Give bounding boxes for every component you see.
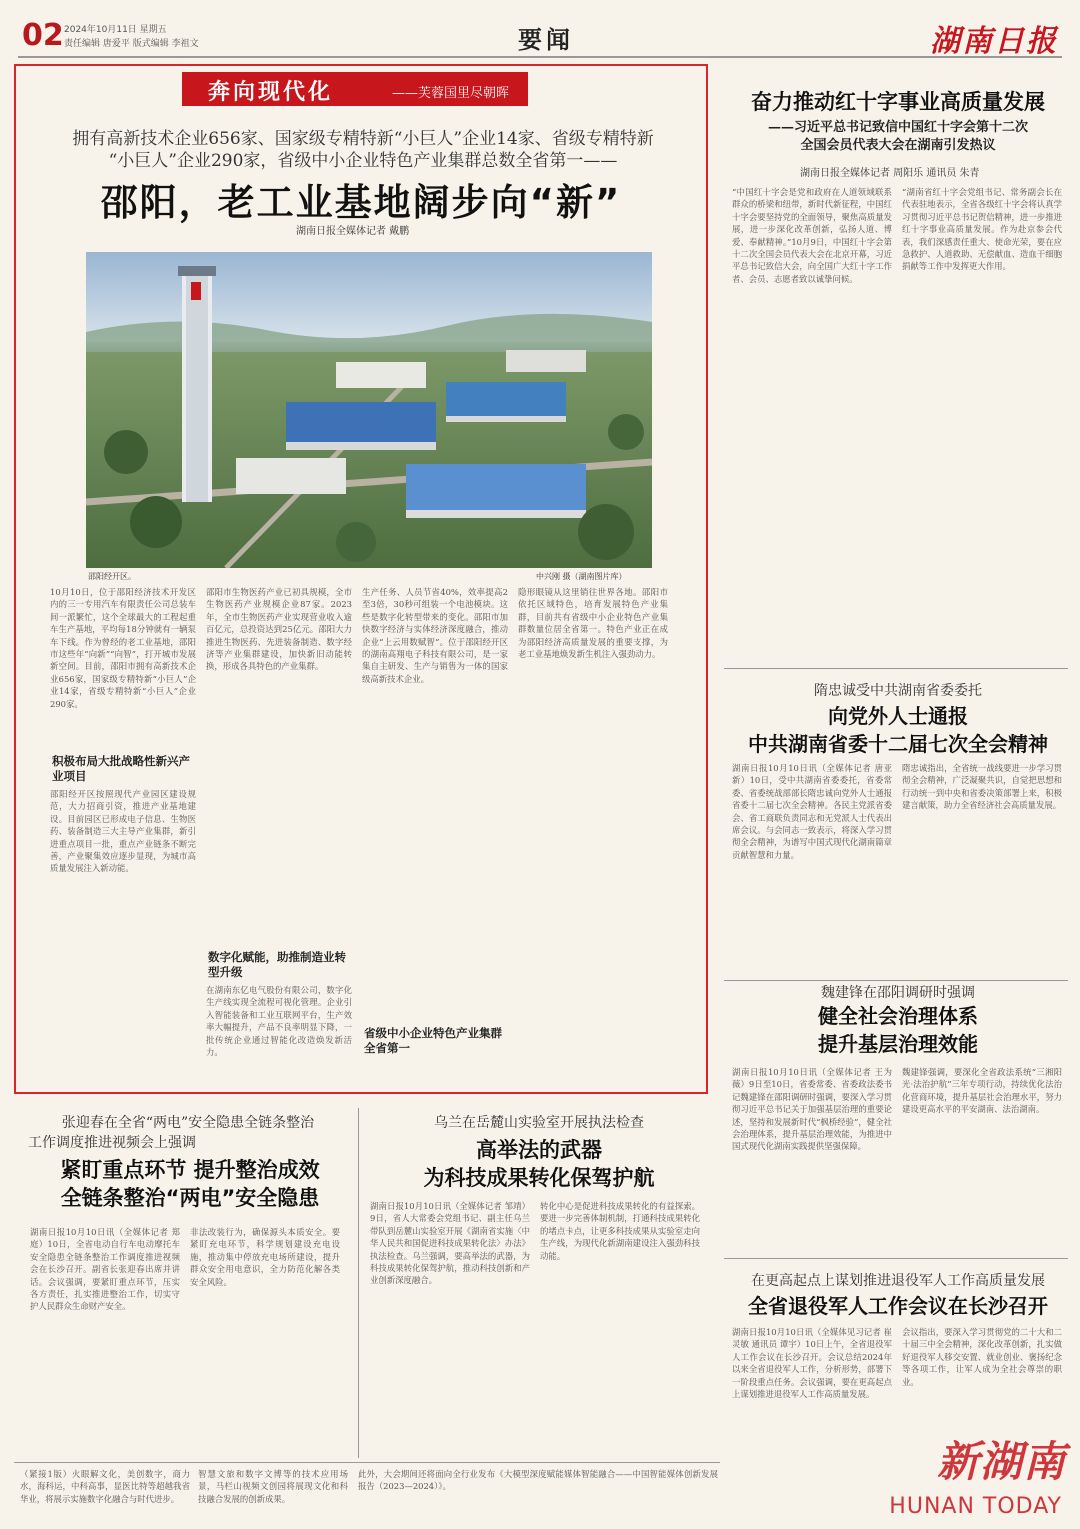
bottom-right-column-2: 会议指出，要深入学习贯彻党的二十大和二十届三中全会精神，深化改革创新，扎实做好退役军人移交安置、就业创业、褒扬纪念等各项工作，让军人成为全社会尊崇的职业。: [902, 1327, 1062, 1387]
right-low-kicker: 魏建锋在邵阳调研时强调: [821, 985, 975, 1001]
bottom-left-column-1: 湖南日报10月10日讯（全媒体记者 郑庭）10日，全省电动自行车电动摩托车安全隐患全链条整治工作调度推进视频会在长沙召开。副省长张迎春出席并讲话。会议强调，要紧盯重点环节，压实各方责任，扎实推进整治工作，切实守护人民群众生命财产安全。: [30, 1227, 180, 1312]
masthead: [18, 14, 1062, 58]
bottom-mid-headline-1: 高举法的武器: [476, 1138, 602, 1162]
bottom-left-kicker-2: 工作调度推进视频会上强调: [28, 1135, 196, 1151]
right-low-column-1: 湖南日报10月10日讯（全媒体记者 王为薇）9日至10日，省委常委、省委政法委书记魏建锋在邵阳调研时强调，要深入学习贯彻习近平总书记关于加强基层治理的重要论述，坚持和发展新时代“枫桥经验”，健全社会治理体系，提升基层治理效能，为推进中国式现代化湖南实践提供坚强保障。: [732, 1067, 892, 1152]
right-low-column-2: 魏建锋强调，要深化全省政法系统“三湘阳光·法治护航”三年专项行动，持续优化法治化营商环境，提升基层社会治理水平，努力建设更高水平的平安湖南、法治湖南。: [902, 1067, 1062, 1115]
lead-subhead-3: 省级中小企业特色产业集群全省第一: [364, 1026, 502, 1055]
lead-subhead-1: 积极布局大批战略性新兴产业项目: [52, 754, 190, 783]
right-top-subtitle-1: ——习近平总书记致信中国红十字会第十二次: [767, 120, 1028, 135]
right-low-headline-1: 健全社会治理体系: [818, 1004, 978, 1028]
lead-byline: 湖南日报全媒体记者 戴鹏: [296, 226, 410, 237]
divider: [358, 1108, 359, 1458]
bottom-right-column-1: 湖南日报10月10日讯（全媒体见习记者 崔灵敏 通讯员 谭宇）10日上午，全省退役军人工作会议在长沙召开。会议总结2024年以来全省退役军人工作，分析形势，部署下一阶段重点任务。会议强调，要在更高起点上谋划推进退役军人工作高质量发展。: [732, 1327, 892, 1400]
app-watermark-english: HUNAN TODAY: [889, 1494, 1062, 1519]
section-name: 要闻: [518, 25, 574, 54]
photo-caption-left: 邵阳经开区。: [88, 572, 136, 581]
bottom-mid-column-2: 转化中心是促进科技成果转化的有益探索。要进一步完善体制机制，打通科技成果转化的堵点卡点，让更多科技成果从实验室走向生产线，为现代化新湖南建设注入强劲科技动能。: [540, 1201, 700, 1261]
bottom-right-kicker: 在更高起点上谋划推进退役军人工作高质量发展: [751, 1273, 1045, 1289]
bottom-left-kicker-1: 张迎春在全省“两电”安全隐患全链条整治: [61, 1115, 315, 1131]
right-mid-column-1: 湖南日报10月10日讯（全媒体记者 唐亚新）10日，受中共湖南省委委托，省委常委、省委统战部部长隋忠诚向党外人士通报省委十二届七次全会精神。各民主党派省委会、省工商联负责同志和无党派人士代表出席会议。与会同志一致表示，将深入学习贯彻全会精神，为谱写中国式现代化湖南篇章贡献智慧和力量。: [732, 763, 892, 860]
editors-line: 责任编辑 唐爱平 版式编辑 李祖文: [64, 39, 199, 49]
lead-column-3: 生产任务、人员节省40%，效率提高2至3倍，30秒可组装一个电池模块。这些是数字化转型带来的变化。邵阳市加快数字经济与实体经济深度融合，推动企业“上云用数赋智”。位于邵阳经开区的湖南高翔电子科技有限公司，是一家集自主研发、生产与销售为一体的国家级高新技术企业。: [362, 587, 508, 684]
divider: [724, 1258, 1068, 1259]
bottom-mid-column-1: 湖南日报10月10日讯（全媒体记者 邹靖）9日，省人大常委会党组书记、副主任乌兰带队到岳麓山实验室开展《湖南省实施〈中华人民共和国促进科技成果转化法〉办法》执法检查。乌兰强调，要高举法的武器，为科技成果转化保驾护航，推动科技创新和产业创新深度融合。: [370, 1201, 530, 1286]
bottom-left-headline-2: 全链条整治“两电”安全隐患: [60, 1186, 320, 1210]
page-number: 02: [22, 18, 64, 53]
right-mid-headline-1: 向党外人士通报: [828, 704, 968, 728]
lead-story-box: [14, 64, 708, 1094]
lead-column-2: 邵阳市生物医药产业已初具规模，全市生物医药产业规模企业87家。2023年，全市生物医药产业实现营业收入逾百亿元，总投资达到25亿元。邵阳大力推进生物医药、先进装备制造、数字经济等产业集群建设，加快新旧动能转换，形成各具特色的产业集群。: [206, 587, 352, 672]
lead-column-1b: 邵阳经开区按照现代产业园区建设规范，大力招商引资，推进产业基地建设。目前园区已形成电子信息、生物医药、装备制造三大主导产业集群，新引进重点项目一批，重点产业链条不断完善，产业聚集效应逐步显现，为城市高质量发展注入新动能。: [50, 789, 196, 874]
lead-headline: 邵阳，老工业基地阔步向“新”: [100, 181, 622, 224]
bottom-mid-kicker: 乌兰在岳麓山实验室开展执法检查: [434, 1115, 644, 1131]
lead-subhead-2: 数字化赋能，助推制造业转型升级: [208, 950, 346, 979]
column-name: 奔向现代化: [208, 79, 334, 105]
photo-caption-right: 中兴刚 摄（湖南图片库）: [536, 572, 627, 581]
lead-photo: [86, 252, 652, 568]
lead-column-4: 隐形眼镜从这里销往世界各地。邵阳市依托区域特色，培育发展特色产业集群，目前共有省级中小企业特色产业集群数量位居全省第一。特色产业正在成为邵阳经济高质量发展的重要支撑，为老工业基地焕发新生机注入强劲动力。: [518, 587, 668, 660]
right-low-headline-2: 提升基层治理效能: [818, 1032, 978, 1056]
right-mid-column-2: 隋忠诚指出，全省统一战线要进一步学习贯彻全会精神，广泛凝聚共识，自觉把思想和行动统一到中央和省委决策部署上来，积极建言献策，助力全省经济社会高质量发展。: [902, 763, 1062, 811]
right-top-column-2: “湖南省红十字会党组书记、常务副会长在代表驻地表示，全省各级红十字会将认真学习贯彻习近平总书记贺信精神，进一步推进红十字事业高质量发展。作为赴京参会代表，我们深感责任重大、使命光荣，要在应急救护、人道救助、无偿献血、造血干细胞捐献等工作中发挥更大作用。: [902, 187, 1062, 272]
lead-column-1: 10月10日，位于邵阳经济技术开发区内的三一专用汽车有限责任公司总装车间一派繁忙，这个全球最大的工程起重车生产基地，平均每18分钟就有一辆泵车下线。作为曾经的老工业基地，邵阳市这些年“向新”“向智”，打开城市发展新空间。目前，邵阳市拥有高新技术企业656家，国家级专精特新“小巨人”企业14家，省级专精特新“小巨人”企业290家。: [50, 587, 196, 709]
bottom-left-column-2: 非法改装行为，确保源头本质安全。要紧盯充电环节，科学规划建设充电设施，推动集中停放充电场所建设，提升群众安全用电意识，全力防范化解各类安全风险。: [190, 1227, 340, 1287]
newspaper-logo: 湖南日报: [930, 24, 1058, 59]
footer-column-3: 此外，大会期间还将面向全行业发布《大模型深度赋能媒体智能融合——中国智能媒体创新发展报告（2023—2024）》。: [358, 1469, 718, 1492]
right-top-subtitle-2: 全国会员代表大会在湖南引发热议: [800, 138, 996, 153]
footer-column-1: （紧接1版）火眼解文化，美创数字，商力水，海科运，中科高事，显医比特等超越我省华业，将展示实施数字化融合与时代进步。: [20, 1469, 190, 1504]
divider: [724, 668, 1068, 669]
divider: [724, 980, 1068, 981]
lead-kicker-line-1: 拥有高新技术企业656家、国家级专精特新“小巨人”企业14家、省级专精特新: [72, 129, 654, 149]
app-watermark-logo: 新湖南: [936, 1437, 1066, 1486]
right-mid-kicker: 隋忠诚受中共湖南省委委托: [814, 683, 982, 699]
column-banner: [182, 72, 528, 106]
lead-column-2b: 在湖南东亿电气股份有限公司，数字化生产线实现全流程可视化管理。企业引入智能装备和工业互联网平台，生产效率大幅提升，产品不良率明显下降，一批传统企业通过智能化改造焕发新活力。: [206, 985, 352, 1058]
right-mid-headline-2: 中共湖南省委十二届七次全会精神: [748, 732, 1048, 756]
industrial-park-aerial-image: [86, 252, 652, 568]
right-top-byline: 湖南日报全媒体记者 周阳乐 通讯员 朱青: [800, 168, 980, 179]
bottom-mid-headline-2: 为科技成果转化保驾护航: [423, 1166, 655, 1190]
issue-date: 2024年10月11日 星期五: [64, 25, 167, 35]
divider: [14, 1462, 720, 1463]
bottom-left-headline-1: 紧盯重点环节 提升整治成效: [60, 1158, 320, 1182]
right-top-column-1: “中国红十字会是党和政府在人道领域联系群众的桥梁和纽带，新时代新征程，中国红十字会要坚持党的全面领导，聚焦高质量发展，进一步深化改革创新，弘扬人道、博爱、奉献精神。”10月9日，中国红十字会第十二次全国会员代表大会在北京开幕，习近平总书记致信大会，向全国广大红十字工作者、会员、志愿者致以诚挚问候。: [732, 187, 892, 284]
lead-kicker-line-2: “小巨人”企业290家，省级中小企业特色产业集群总数全省第一——: [108, 151, 618, 171]
bottom-right-headline: 全省退役军人工作会议在长沙召开: [748, 1294, 1048, 1318]
footer-column-2: 智慧文旅和数字文博等的技术应用场景，马栏山视频文创园将展现文化和科技融合发展的创新成果。: [198, 1469, 348, 1504]
right-top-headline: 奋力推动红十字事业高质量发展: [751, 90, 1045, 114]
column-subtitle: ——芙蓉国里尽朝晖: [392, 86, 510, 101]
